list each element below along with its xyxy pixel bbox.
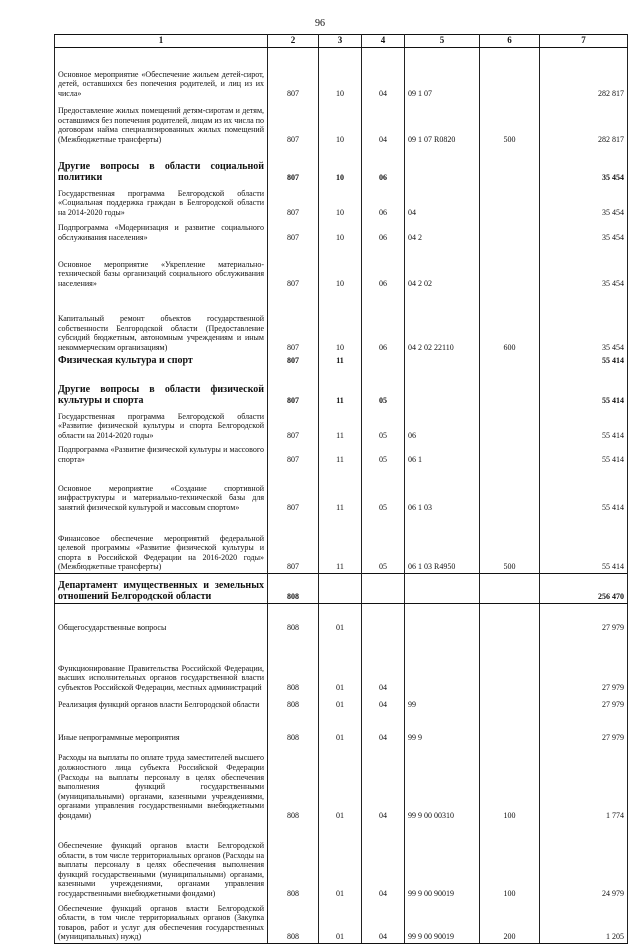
table-row [55, 711, 628, 744]
table-header-row [55, 35, 628, 48]
section-code-cell: 10 [319, 184, 362, 219]
subsection-code-cell: 06 [362, 290, 405, 354]
expense-type-cell [480, 354, 540, 367]
row-name-cell: Основное мероприятие «Укрепление материально-технической базы организаций социального обслуживания населения» [55, 244, 268, 290]
ministry-code-cell: 807 [268, 367, 319, 407]
target-article-cell [405, 367, 480, 407]
table-row [55, 184, 628, 219]
section-code-cell: 01 [319, 900, 362, 944]
section-code-cell: 01 [319, 822, 362, 900]
subsection-code-cell [362, 604, 405, 634]
target-article-cell [405, 634, 480, 694]
section-code-cell: 11 [319, 514, 362, 574]
row-name-cell: Государственная программа Белгородской области «Развитие физической культуры и спорта Белгородской области на 2014-2020 годы» [55, 407, 268, 442]
amount-cell: 35 454 [540, 184, 628, 219]
table-row [55, 48, 628, 100]
column-header: 7 [540, 35, 628, 48]
section-code-cell: 01 [319, 744, 362, 822]
amount-cell: 35 454 [540, 219, 628, 244]
target-article-cell: 99 9 [405, 711, 480, 744]
subsection-code-cell: 04 [362, 100, 405, 146]
target-article-cell: 99 [405, 694, 480, 711]
target-article-cell [405, 354, 480, 367]
ministry-code-cell: 807 [268, 48, 319, 100]
amount-cell: 55 414 [540, 514, 628, 574]
subsection-code-cell: 04 [362, 694, 405, 711]
subsection-code-cell: 05 [362, 442, 405, 466]
expense-type-cell [480, 219, 540, 244]
expense-type-cell: 500 [480, 100, 540, 146]
row-name-cell: Основное мероприятие «Создание спортивной инфраструктуры и материально-технической базы для занятий физической культурой и массовым спортом» [55, 466, 268, 514]
section-code-cell: 10 [319, 146, 362, 184]
row-name-cell: Реализация функций органов власти Белгородской области [55, 694, 268, 711]
section-code-cell: 10 [319, 100, 362, 146]
budget-table [54, 34, 628, 944]
amount-cell: 27 979 [540, 711, 628, 744]
subsection-code-cell: 05 [362, 367, 405, 407]
column-header: 3 [319, 35, 362, 48]
ministry-code-cell: 807 [268, 466, 319, 514]
ministry-code-cell: 807 [268, 514, 319, 574]
subsection-code-cell: 04 [362, 900, 405, 944]
row-name-cell: Другие вопросы в области физической культуры и спорта [55, 367, 268, 407]
amount-cell: 282 817 [540, 48, 628, 100]
row-name-cell: Подпрограмма «Развитие физической культуры и массового спорта» [55, 442, 268, 466]
target-article-cell [405, 604, 480, 634]
table-row [55, 354, 628, 367]
amount-cell: 55 414 [540, 442, 628, 466]
subsection-code-cell: 06 [362, 146, 405, 184]
expense-type-cell [480, 634, 540, 694]
table-row [55, 634, 628, 694]
section-code-cell: 01 [319, 604, 362, 634]
amount-cell: 1 205 [540, 900, 628, 944]
expense-type-cell [480, 711, 540, 744]
row-name-cell: Другие вопросы в области социальной политики [55, 146, 268, 184]
ministry-code-cell: 808 [268, 574, 319, 604]
target-article-cell: 06 [405, 407, 480, 442]
table-row [55, 514, 628, 574]
target-article-cell: 06 1 03 [405, 466, 480, 514]
column-header: 4 [362, 35, 405, 48]
column-header: 2 [268, 35, 319, 48]
amount-cell: 55 414 [540, 466, 628, 514]
table-row [55, 367, 628, 407]
column-header: 1 [55, 35, 268, 48]
expense-type-cell [480, 604, 540, 634]
amount-cell: 55 414 [540, 354, 628, 367]
expense-type-cell [480, 574, 540, 604]
ministry-code-cell: 807 [268, 184, 319, 219]
row-name-cell: Финансовое обеспечение мероприятий федеральной целевой программы «Развитие физической культуры и спорта в Российской Федерации на 2016-2020 годы» (Межбюджетные трансферты) [55, 514, 268, 574]
section-code-cell: 10 [319, 219, 362, 244]
subsection-code-cell [362, 574, 405, 604]
row-name-cell: Обеспечение функций органов власти Белгородской области, в том числе территориальных органов (Закупка товаров, работ и услуг для обеспечения государственных (муниципальных) нужд) [55, 900, 268, 944]
row-name-cell: Физическая культура и спорт [55, 354, 268, 367]
section-code-cell: 11 [319, 442, 362, 466]
section-code-cell: 10 [319, 244, 362, 290]
column-header: 5 [405, 35, 480, 48]
subsection-code-cell: 05 [362, 466, 405, 514]
column-header: 6 [480, 35, 540, 48]
row-name-cell: Государственная программа Белгородской области «Социальная поддержка граждан в Белгородской области на 2014-2020 годы» [55, 184, 268, 219]
section-code-cell [319, 574, 362, 604]
subsection-code-cell: 04 [362, 822, 405, 900]
expense-type-cell [480, 694, 540, 711]
ministry-code-cell: 808 [268, 604, 319, 634]
target-article-cell: 04 [405, 184, 480, 219]
table-row [55, 442, 628, 466]
amount-cell: 24 979 [540, 822, 628, 900]
expense-type-cell: 200 [480, 900, 540, 944]
table-row [55, 604, 628, 634]
amount-cell: 27 979 [540, 604, 628, 634]
section-code-cell: 01 [319, 711, 362, 744]
target-article-cell [405, 146, 480, 184]
target-article-cell: 06 1 [405, 442, 480, 466]
row-name-cell: Основное мероприятие «Обеспечение жильем детей-сирот, детей, оставшихся без попечения родителей, и лиц из их числа» [55, 48, 268, 100]
ministry-code-cell: 807 [268, 442, 319, 466]
table-row [55, 219, 628, 244]
ministry-code-cell: 807 [268, 146, 319, 184]
amount-cell: 27 979 [540, 694, 628, 711]
expense-type-cell [480, 184, 540, 219]
row-name-cell: Департамент имущественных и земельных отношений Белгородской области [55, 574, 268, 604]
expense-type-cell [480, 367, 540, 407]
expense-type-cell [480, 244, 540, 290]
target-article-cell: 04 2 02 22110 [405, 290, 480, 354]
ministry-code-cell: 808 [268, 900, 319, 944]
row-name-cell: Капитальный ремонт объектов государственной собственности Белгородской области (Предоставление субсидий бюджетным, автономным учреждениям и иным некоммерческим организациям) [55, 290, 268, 354]
section-code-cell: 10 [319, 290, 362, 354]
subsection-code-cell: 04 [362, 634, 405, 694]
subsection-code-cell: 04 [362, 48, 405, 100]
table-row [55, 146, 628, 184]
amount-cell: 27 979 [540, 634, 628, 694]
expense-type-cell [480, 48, 540, 100]
target-article-cell: 09 1 07 [405, 48, 480, 100]
expense-type-cell [480, 442, 540, 466]
section-code-cell: 11 [319, 466, 362, 514]
subsection-code-cell: 06 [362, 219, 405, 244]
ministry-code-cell: 808 [268, 744, 319, 822]
ministry-code-cell: 807 [268, 290, 319, 354]
section-code-cell: 11 [319, 407, 362, 442]
expense-type-cell: 100 [480, 822, 540, 900]
amount-cell: 35 454 [540, 290, 628, 354]
row-name-cell: Общегосударственные вопросы [55, 604, 268, 634]
section-code-cell: 11 [319, 367, 362, 407]
amount-cell: 55 414 [540, 407, 628, 442]
section-code-cell: 01 [319, 694, 362, 711]
expense-type-cell [480, 407, 540, 442]
subsection-code-cell: 05 [362, 514, 405, 574]
target-article-cell: 06 1 03 R4950 [405, 514, 480, 574]
amount-cell: 256 470 [540, 574, 628, 604]
target-article-cell: 99 9 00 90019 [405, 822, 480, 900]
section-code-cell: 10 [319, 48, 362, 100]
target-article-cell: 09 1 07 R0820 [405, 100, 480, 146]
expense-type-cell [480, 146, 540, 184]
table-row [55, 466, 628, 514]
subsection-code-cell: 04 [362, 744, 405, 822]
amount-cell: 1 774 [540, 744, 628, 822]
subsection-code-cell: 06 [362, 244, 405, 290]
ministry-code-cell: 807 [268, 100, 319, 146]
department-row [55, 574, 628, 604]
amount-cell: 282 817 [540, 100, 628, 146]
expense-type-cell: 100 [480, 744, 540, 822]
amount-cell: 55 414 [540, 367, 628, 407]
section-code-cell: 11 [319, 354, 362, 367]
subsection-code-cell: 06 [362, 184, 405, 219]
amount-cell: 35 454 [540, 244, 628, 290]
target-article-cell: 04 2 02 [405, 244, 480, 290]
ministry-code-cell: 807 [268, 244, 319, 290]
target-article-cell: 99 9 00 90019 [405, 900, 480, 944]
expense-type-cell: 600 [480, 290, 540, 354]
ministry-code-cell: 808 [268, 694, 319, 711]
table-row [55, 290, 628, 354]
row-name-cell: Предоставление жилых помещений детям-сиротам и детям, оставшимся без попечения родителей, лицам из их числа по договорам найма специализированных жилых помещений (Межбюджетные трансферты) [55, 100, 268, 146]
amount-cell: 35 454 [540, 146, 628, 184]
page-number: 96 [315, 18, 325, 29]
table-row [55, 694, 628, 711]
row-name-cell: Иные непрограммные мероприятия [55, 711, 268, 744]
row-name-cell: Функционирование Правительства Российской Федерации, высших исполнительных органов государственной власти субъектов Российской Федерации, местных администраций [55, 634, 268, 694]
table-row [55, 100, 628, 146]
ministry-code-cell: 807 [268, 354, 319, 367]
ministry-code-cell: 807 [268, 219, 319, 244]
table-row [55, 244, 628, 290]
row-name-cell: Обеспечение функций органов власти Белгородской области, в том числе территориальных органов (Расходы на выплаты персоналу в целях обеспечения выполнения функций государственными (муниципальными) органами, казенными учреждениями, органами управления государственными внебюджетными фондами) [55, 822, 268, 900]
ministry-code-cell: 807 [268, 407, 319, 442]
subsection-code-cell [362, 354, 405, 367]
target-article-cell [405, 574, 480, 604]
table-row [55, 822, 628, 900]
table-row [55, 900, 628, 944]
expense-type-cell [480, 466, 540, 514]
subsection-code-cell: 04 [362, 711, 405, 744]
section-code-cell: 01 [319, 634, 362, 694]
table-row [55, 407, 628, 442]
subsection-code-cell: 05 [362, 407, 405, 442]
target-article-cell: 04 2 [405, 219, 480, 244]
table-row [55, 744, 628, 822]
ministry-code-cell: 808 [268, 634, 319, 694]
row-name-cell: Подпрограмма «Модернизация и развитие социального обслуживания населения» [55, 219, 268, 244]
ministry-code-cell: 808 [268, 711, 319, 744]
row-name-cell: Расходы на выплаты по оплате труда заместителей высшего должностного лица субъекта Российской Федерации (Расходы на выплаты персоналу в целях обеспечения выполнения функций государственными (муниципальными) органами, казенными учреждениями, органами управления государственными внебюджетными фондами) [55, 744, 268, 822]
expense-type-cell: 500 [480, 514, 540, 574]
target-article-cell: 99 9 00 00310 [405, 744, 480, 822]
ministry-code-cell: 808 [268, 822, 319, 900]
